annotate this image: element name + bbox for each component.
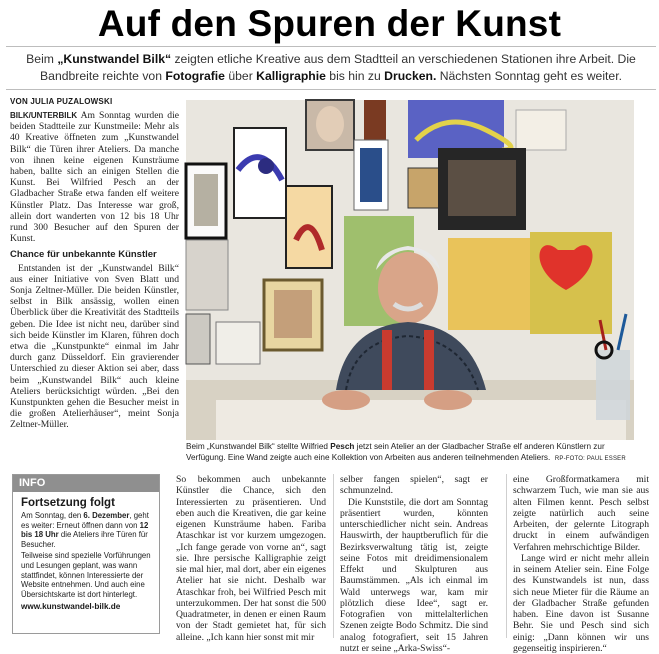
info-hours: 12 bis 18 Uhr [21,521,148,540]
article-paragraph: Die Kunststile, die dort am Sonntag präsentiert wurden, könnten unterschiedlicher nicht sein. Andreas Hauswirth, der hauptberuflich für die Bezirksverwaltung tätig ist, zeigte seine Fotos mit dreidimensionalem Effekt und Skulpturen aus Baumstämmen. „Als ich einmal im Wald unterwegs war, kam mir plötzlich diese Idee“, sagt er. Fotografien von mittelalterlichen Szenen zeigte Bodo Schmitz. Die sind analog fotografiert, seit 15 Jahren nutzt er seine „Arka-Swiss“- [340,497,488,654]
atelier-photo [186,100,634,440]
info-body [13,511,159,599]
info-box [12,474,160,634]
lead-part: Nächsten Sonntag geht es weiter. [436,69,622,83]
byline: VON JULIA PUZALOWSKI [10,97,112,106]
caption-name: Pesch [330,442,354,451]
column-rule [333,474,334,638]
lead-bold: „Kunstwandel Bilk“ [57,52,171,66]
article-column-1 [176,474,326,643]
caption-text: jetzt sein Atelier an der Gladbacher Straße elf anderen Künstlern zur Verfügung. Eine Wand zeigte auch eine Kollektion von Arbeiten aus anderen teilnehmenden Ateliers. [186,442,605,462]
location-tag: BILK/UNTERBILK [10,111,77,120]
info-text: , geht es weiter: Erneut öffnen dann von [21,511,149,530]
left-column [10,110,179,431]
info-paragraph [21,511,151,549]
headline: Auf den Spuren der Kunst [0,2,659,46]
paragraph-text: Am Sonntag wurden die beiden Stadtteile zur Kunstmeile: Mehr als 40 Kreative öffneten zum „Kunstwandel Bilk“ die Türen ihrer Ateliers. Da manche von ihnen keine eigenen Kunsträume haben, ballte sich an einigen Stellen die Kunst. Bei Wilfried Pesch an der Gladbacher Straße etwa fanden elf weitere Künstler Platz. Das Interesse war groß, allein dort wanderten von 12 bis 18 Uhr rund 300 Besucher auf den Spuren der Kunst. [10,110,179,244]
info-text: Am Sonntag, den [21,511,83,520]
photo-illustration [186,100,634,440]
article-paragraph: eine Großformatkamera mit schwarzem Tuch, wie man sie aus alten Filmen kennt. Pesch selbst zeigte natürlich auch seine Arbeiten, der gelernte Litograph druckt in einem aufwändigen Verfahren mehrschichtige Bilder. [513,474,649,553]
info-text: die Ateliers ihre Türen für Besucher. [21,530,148,549]
lead-bold: Drucken. [384,69,436,83]
lead-part: bis hin zu [326,69,384,83]
article-paragraph: Lange wird er nicht mehr allein in seinem Atelier sein. Eine Folge des Kunstwandels ist nun, dass sich neue Mieter für die Räume an der Gladbacher Straße gefunden haben. Eine davon ist Susanne Behr. Sie und Pesch sind sich einig: „Dann können wir uns gegenseitig inspirieren.“ [513,553,649,654]
info-title: Fortsetzung folgt [13,492,159,511]
article-paragraph: selber fangen spielen“, sagt er schmunzelnd. [340,474,488,497]
info-date: 6. Dezember [83,511,129,520]
lead-bold: Fotografie [165,69,225,83]
column-rule [506,474,507,638]
article-column-3 [513,474,649,654]
subheading: Chance für unbekannte Künstler [10,249,179,260]
website-link[interactable]: www.kunstwandel-bilk.de [13,601,159,612]
info-label: INFO [13,475,159,492]
lead-part: zeigten etliche Kreative aus dem Stadtteil an verschiedenen Stationen ihre Arbeit. Die Bandbreite reichte von [40,52,636,83]
article-column-2 [340,474,488,654]
lead-part: über [225,69,256,83]
article-paragraph: So bekommen auch unbekannte Künstler die Chance, sich den Interessierten zu präsentieren. Und eben auch die Kreativen, die gar keine eigenen Kunsträume haben. Fariba Ataschkar ist vor kurzem umgezogen. „Ich fange gerade von vorne an“, sagt sie. Ihre persische Kalligraphie zeigt sie mal hier, mal dort, aber ein eigenes Atelier hat sie nicht. Deshalb war Ataschkar froh, bei Wilfried Pesch mit unterzukommen. Der hat sonst die 500 Quadratmeter, in denen er einen Raum von der Stadt gemietet hat, für sich alleine. „Ich kann hier sonst mit mir [176,474,326,643]
info-paragraph: Teilweise sind spezielle Vorführungen und Lesungen geplant, was wann stattfindet, können Interessierte der Website entnehmen. Und auch eine Übersichtskarte ist dort hinterlegt. [21,551,151,599]
photo-credit: RP-FOTO: PAUL ESSER [555,456,626,462]
lead-part: Beim [26,52,57,66]
article-paragraph [10,110,179,244]
lead-bold: Kalligraphie [256,69,326,83]
lead-box [6,46,656,90]
photo-caption [186,442,634,464]
article-paragraph: Entstanden ist der „Kunstwandel Bilk“ aus einer Initiative von Sven Blatt und Sonja Zeltner-Müller. Die beiden Künstler, selbst in Bilk ansässig, wollen einen Überblick über die Kreativität des Stadtteils geben. Die Idee ist nicht neu, darüber sind sich beide Künstler im Klaren, führen doch etwa die „Kunstpunkte“ einmal im Jahr durch ganz Düsseldorf. Ein gravierender Unterschied zu dieser Aktion sei aber, dass beim „Kunstwandel Bilk“ auch kleine Ateliers berücksichtigt würden. „Bei den Kunstpunkten gehen die Besucher meist in die großen Atelierhäuser“, meint Sonja Zeltner-Müller. [10,263,179,431]
lead-text [16,51,646,85]
caption-text: Beim „Kunstwandel Bilk“ stellte Wilfried [186,442,330,451]
